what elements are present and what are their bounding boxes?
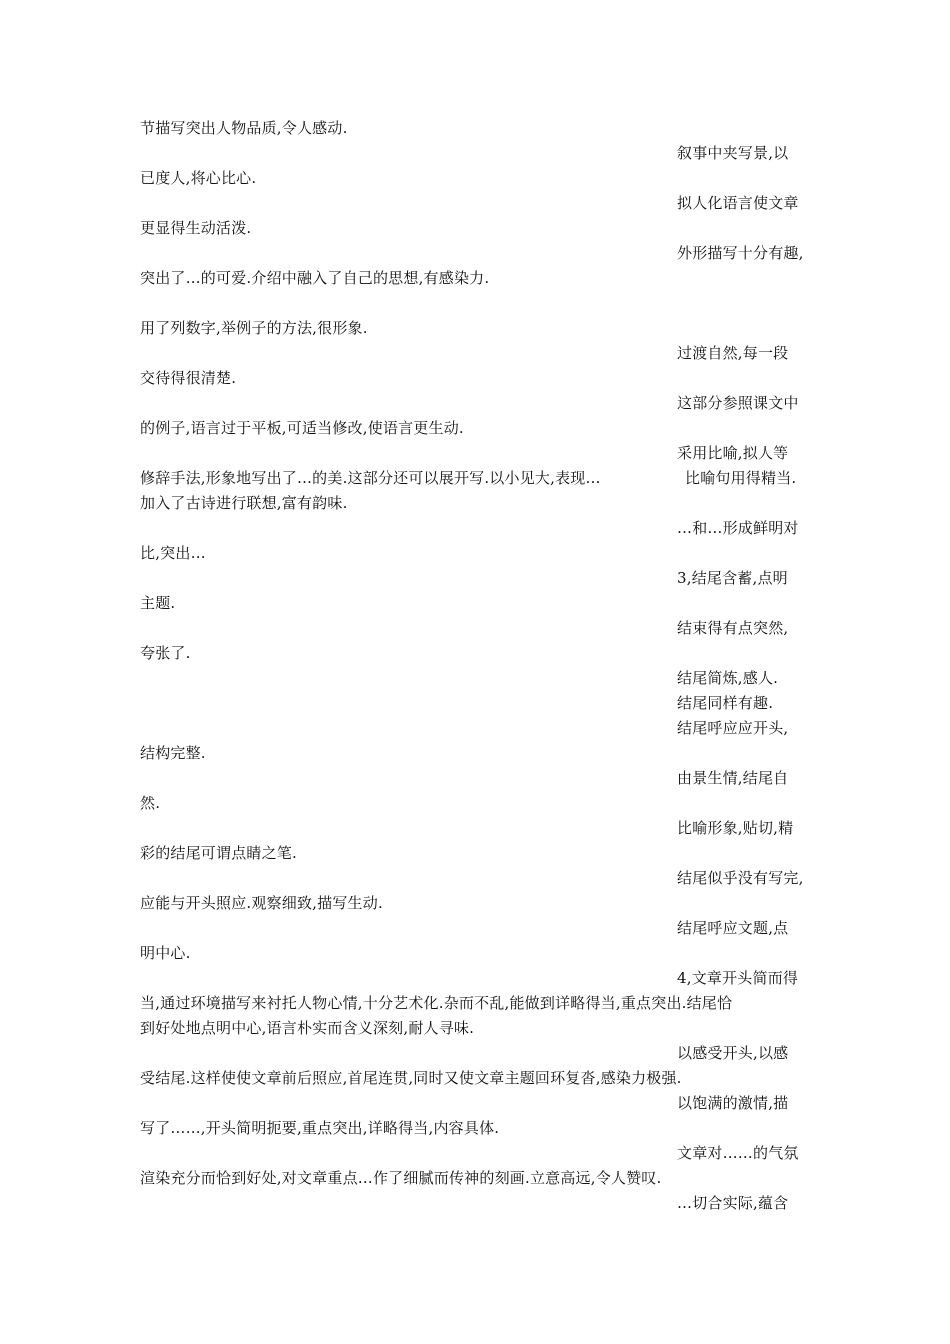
text-line: 结束得有点突然, [677, 619, 789, 637]
text-line: 受结尾.这样使使文章前后照应,首尾连贯,同时又使文章主题回环复沓,感染力极强. [140, 1069, 682, 1087]
text-line: …和…形成鲜明对 [677, 519, 799, 537]
text-line: 以感受开头,以感 [677, 1044, 789, 1062]
text-line: 已度人,将心比心. [140, 169, 257, 187]
text-line: 用了列数字,举例子的方法,很形象. [140, 319, 368, 337]
text-line: 3,结尾含蓄,点明 [677, 569, 788, 587]
text-line: 节描写突出人物品质,令人感动. [140, 119, 348, 137]
text-line: 当,通过环境描写来衬托人物心情,十分艺术化.杂而不乱,能做到详略得当,重点突出.结尾恰 [140, 994, 733, 1012]
text-line: 这部分参照课文中 [677, 394, 799, 412]
text-line: 主题. [140, 594, 176, 612]
text-line: 采用比喻,拟人等 [677, 444, 789, 462]
text-line: 突出了…的可爱.介绍中融入了自己的思想,有感染力. [140, 269, 490, 287]
text-line: 拟人化语言使文章 [677, 194, 799, 212]
text-line: 结构完整. [140, 744, 206, 762]
text-line: 夸张了. [140, 644, 191, 662]
text-line: 修辞手法,形象地写出了…的美.这部分还可以展开写.以小见大,表现… [140, 469, 601, 487]
text-line: 写了……,开头简明扼要,重点突出,详略得当,内容具体. [140, 1119, 500, 1137]
text-line: 结尾呼应文题,点 [677, 919, 789, 937]
text-line: 结尾似乎没有写完, [677, 869, 804, 887]
text-line: 由景生情,结尾自 [677, 769, 789, 787]
text-line: 结尾同样有趣. [677, 694, 774, 712]
text-line: 更显得生动活泼. [140, 219, 252, 237]
text-line: 彩的结尾可谓点睛之笔. [140, 844, 297, 862]
text-line: 外形描写十分有趣, [677, 244, 804, 262]
text-line: 文章对……的气氛 [677, 1144, 799, 1162]
text-line: 加入了古诗进行联想,富有韵味. [140, 494, 348, 512]
text-line: 渲染充分而恰到好处,对文章重点…作了细腻而传神的刻画.立意高远,令人赞叹. [140, 1169, 662, 1187]
text-line: 4,文章开头简而得 [677, 969, 799, 987]
text-line: 比,突出… [140, 544, 206, 562]
text-line: 的例子,语言过于平板,可适当修改,使语言更生动. [140, 419, 464, 437]
text-line: 结尾呼应应开头, [677, 719, 789, 737]
text-line: 以饱满的激情,描 [677, 1094, 789, 1112]
text-line: 叙事中夹写景,以 [677, 144, 789, 162]
text-line: 比喻形象,贴切,精 [677, 819, 794, 837]
text-line: 比喻句用得精当. [685, 469, 797, 487]
text-line: 过渡自然,每一段 [677, 344, 789, 362]
text-line: 然. [140, 794, 161, 812]
text-line: 交待得很清楚. [140, 369, 237, 387]
text-line: 应能与开头照应.观察细致,描写生动. [140, 894, 383, 912]
text-line: …切合实际,蕴含 [677, 1194, 789, 1212]
text-line: 到好处地点明中心,语言朴实而含义深刻,耐人寻味. [140, 1019, 475, 1037]
text-line: 结尾简炼,感人. [677, 669, 779, 687]
text-line: 明中心. [140, 944, 191, 962]
